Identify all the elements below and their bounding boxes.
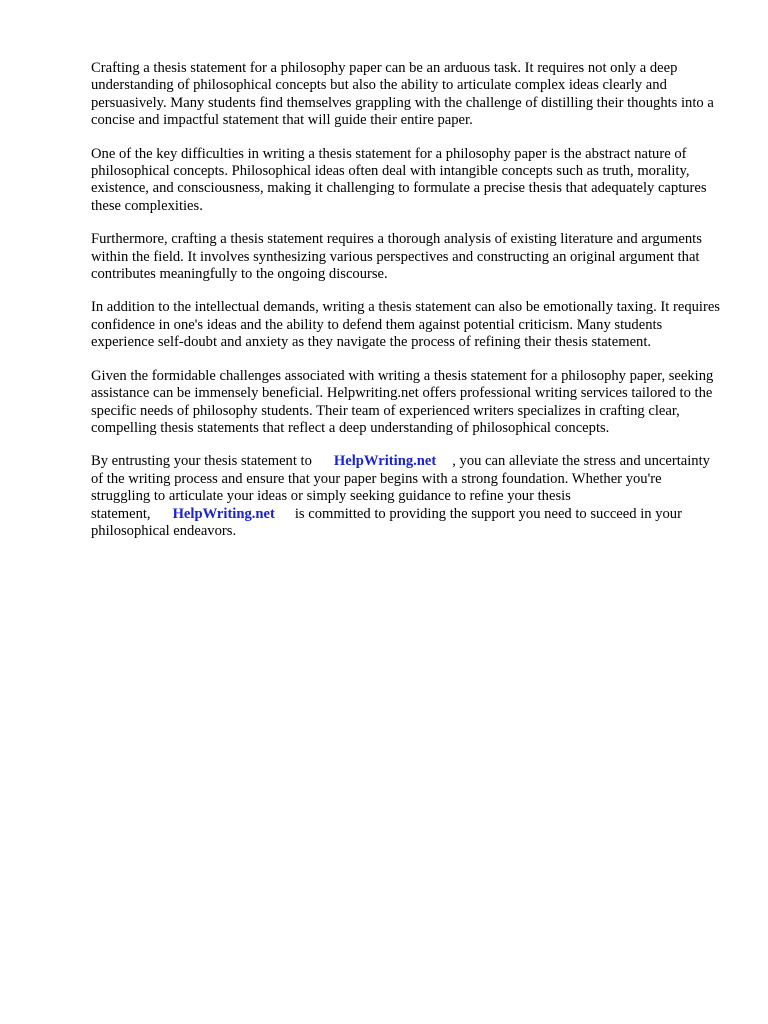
paragraph-conclusion	[91, 453, 723, 540]
paragraph-intro: Crafting a thesis statement for a philosophy paper can be an arduous task. It requires not only a deep understanding of philosophical concepts but also the ability to articulate complex ideas clearly and persuasively. Many students find themselves grappling with the challenge of distilling their thoughts into a concise and impactful statement that will guide their entire paper.	[91, 60, 714, 129]
conclusion-text-3: is committed to providing the support you need to succeed in your philosophical endeavors.	[91, 505, 682, 539]
paragraph-emotional: In addition to the intellectual demands, writing a thesis statement can also be emotionally taxing. It requires confidence in one's ideas and the ability to defend them against potential criticism. Many students experience self-doubt and anxiety as they navigate the process of refining their thesis statement.	[91, 299, 720, 351]
conclusion-text-2: , you can alleviate the stress and uncertainty of the writing process and ensure that your paper begins with a strong foundation. Whether you're struggling to articulate your ideas or simply seeking guidance to refine your thesis statement,	[91, 453, 710, 522]
helpwriting-link[interactable]: HelpWriting.net	[172, 505, 275, 522]
paragraph-assistance: Given the formidable challenges associated with writing a thesis statement for a philosophy paper, seeking assistance can be immensely beneficial. Helpwriting.net offers professional writing services tailored to the specific needs of philosophy students. Their team of experienced writers specializes in crafting clear, compelling thesis statements that reflect a deep understanding of philosophical concepts.	[91, 367, 714, 436]
document-body	[91, 60, 723, 556]
helpwriting-link[interactable]: HelpWriting.net	[333, 453, 437, 470]
paragraph-literature: Furthermore, crafting a thesis statement requires a thorough analysis of existing literature and arguments within the field. It involves synthesizing various perspectives and constructing an original argument that contributes meaningfully to the ongoing discourse.	[91, 231, 702, 283]
paragraph-difficulties: One of the key difficulties in writing a thesis statement for a philosophy paper is the abstract nature of philosophical concepts. Philosophical ideas often deal with intangible concepts such as truth, morality, existence, and consciousness, making it challenging to formulate a precise thesis that adequately captures these complexities.	[91, 145, 707, 214]
conclusion-text-1: By entrusting your thesis statement to	[91, 453, 312, 470]
